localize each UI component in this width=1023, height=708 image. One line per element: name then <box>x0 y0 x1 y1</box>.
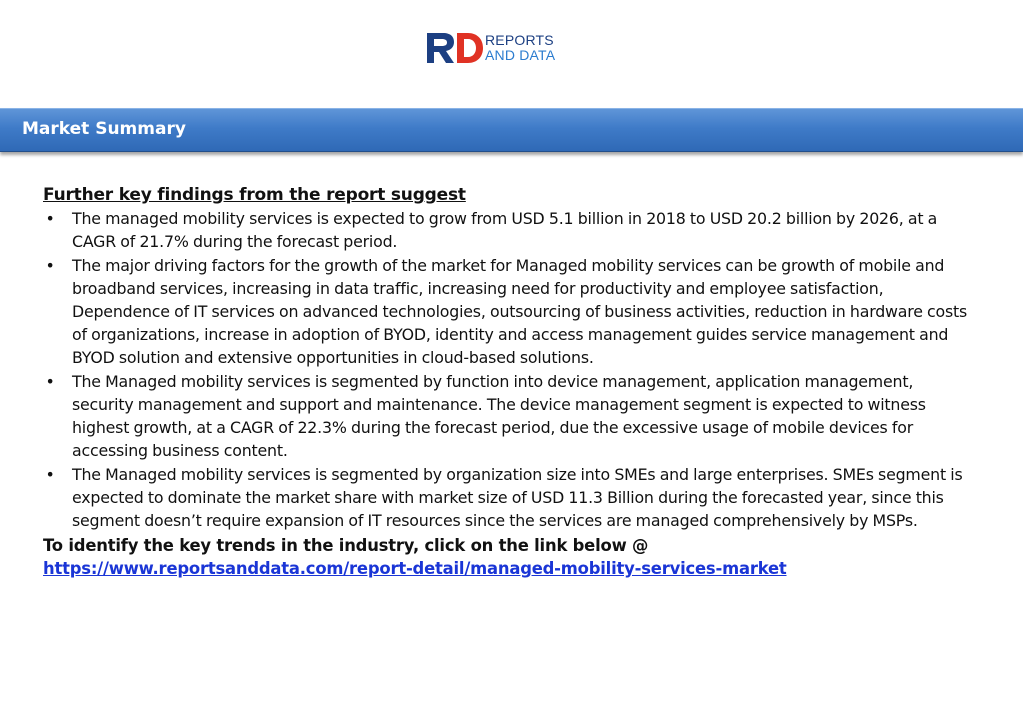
findings-heading: Further key findings from the report suggest <box>43 185 466 205</box>
logo-text-and-data: AND DATA <box>485 47 556 63</box>
list-item-text: The major driving factors for the growth of the market for Managed mobility services can be growth of mobile and broadband services, increasing in data traffic, increasing need for productivity and employee satisfaction, Dependence of IT services on advanced technologies, outsourcing of business activities, reduction in hardware costs of organizations, increase in adoption of BYOD, identity and access management guides service management and BYOD solution and extensive opportunities in cloud-based solutions. <box>72 256 968 367</box>
banner-title: Market Summary <box>22 119 186 139</box>
logo <box>426 32 555 64</box>
bullet-icon: • <box>45 209 55 228</box>
list-item-text: The Managed mobility services is segmented by organization size into SMEs and large enterprises. SMEs segment is expected to dominate the market share with market size of USD 11.3 Billion during the forecasted year, since this segment doesn’t require expansion of IT resources since the services are managed comprehensively by MSPs. <box>72 465 963 530</box>
list-item <box>43 463 978 532</box>
market-summary-content <box>43 184 978 580</box>
list-item <box>43 254 978 369</box>
bullet-icon: • <box>45 256 55 275</box>
cta-text: To identify the key trends in the industry, click on the link below @ <box>43 536 649 555</box>
reports-and-data-logo-icon <box>426 32 484 64</box>
list-item-text: The managed mobility services is expected to grow from USD 5.1 billion in 2018 to USD 20.2 billion by 2026, at a CAGR of 21.7% during the forecast period. <box>72 209 938 251</box>
findings-list <box>43 207 978 532</box>
section-banner <box>0 108 1023 152</box>
list-item-text: The Managed mobility services is segmented by function into device management, application management, security management and support and maintenance. The device management segment is expected to witness highest growth, at a CAGR of 22.3% during the forecast period, due the excessive usage of mobile devices for accessing business content. <box>72 372 926 460</box>
bullet-icon: • <box>45 465 55 484</box>
list-item <box>43 207 978 253</box>
logo-text-reports: REPORTS <box>485 32 554 48</box>
logo-wordmark <box>485 33 555 63</box>
bullet-icon: • <box>45 372 55 391</box>
report-link[interactable]: https://www.reportsanddata.com/report-detail/managed-mobility-services-market <box>43 559 787 578</box>
list-item <box>43 370 978 462</box>
